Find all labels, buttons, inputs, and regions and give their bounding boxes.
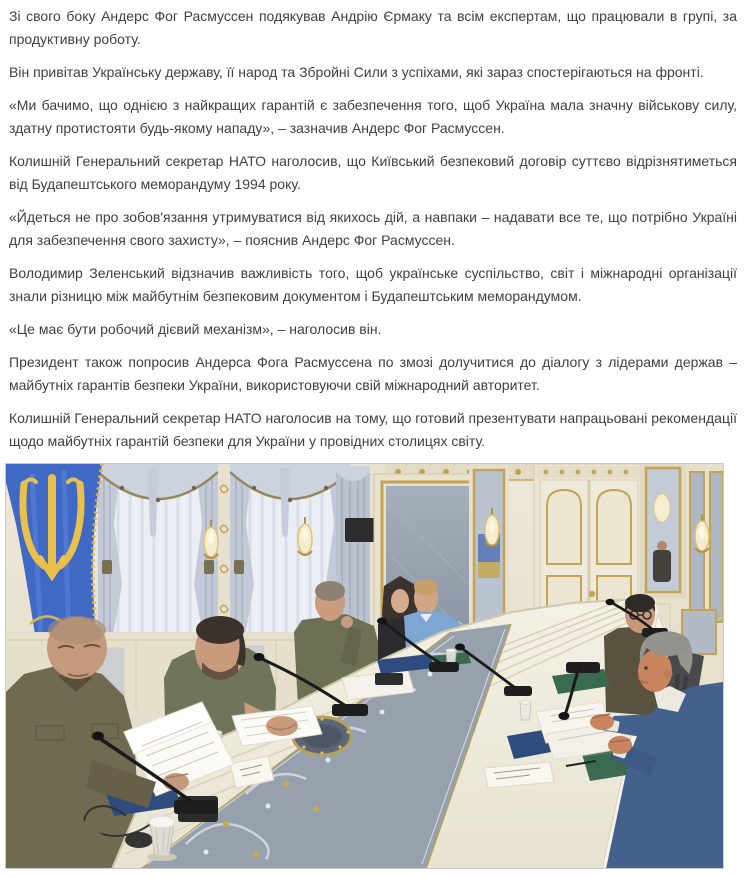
wall-mirror-right <box>640 464 686 598</box>
paragraph: «Йдеться не про зобов'язання утримуватися від якихось дій, а навпаки – надавати все те, що потрібно Україні для забезпечення свого захисту», – пояснив Андерс Фог Расмуссен. <box>9 209 737 248</box>
door-handle-icon <box>589 591 595 597</box>
paragraph: Володимир Зеленський відзначив важливість того, щоб українське суспільство, світ і міжнародні організації знали різницю між майбутнім безпековим документом і Будапештським меморандумом. <box>9 265 737 304</box>
meeting-photo <box>5 463 724 869</box>
wall-speaker <box>345 518 375 542</box>
paragraph: Він привітав Українську державу, її народ та Збройні Сили з успіхами, які зараз спостерігаються на фронті. <box>9 64 704 80</box>
paragraph: «Ми бачимо, що однією з найкращих гарантій є забезпечення того, щоб Україна мала значну військову силу, здатну протистояти будь-якому нападу», – зазначив Андерс Фог Расмуссен. <box>9 97 737 136</box>
paragraph: Президент також попросив Андерса Фога Расмуссена по змозі долучитися до діалогу з лідерами держав – майбутніх гарантів безпеки України, використовуючи свій міжнародний авторитет. <box>9 354 737 393</box>
water-glass <box>520 701 531 720</box>
paragraph: «Це має бути робочий дієвий механізм», – наголосив він. <box>9 321 382 337</box>
paragraph: Зі свого боку Андерс Фог Расмуссен подякував Андрію Єрмаку та всім експертам, що працювали в групі, за продуктивну роботу. <box>9 8 737 47</box>
wall-mirror-left <box>469 466 509 636</box>
paragraph: Колишній Генеральний секретар НАТО наголосив на тому, що готовий презентувати напрацьовані рекомендації щодо майбутніх гарантій безпеки для України у провідних столицях світу. <box>9 410 737 449</box>
black-box <box>375 673 403 685</box>
paragraph: Колишній Генеральний секретар НАТО наголосив, що Київський безпековий договір суттєво відрізнятиметься від Будапештського меморандуму 1994 року. <box>9 153 737 192</box>
